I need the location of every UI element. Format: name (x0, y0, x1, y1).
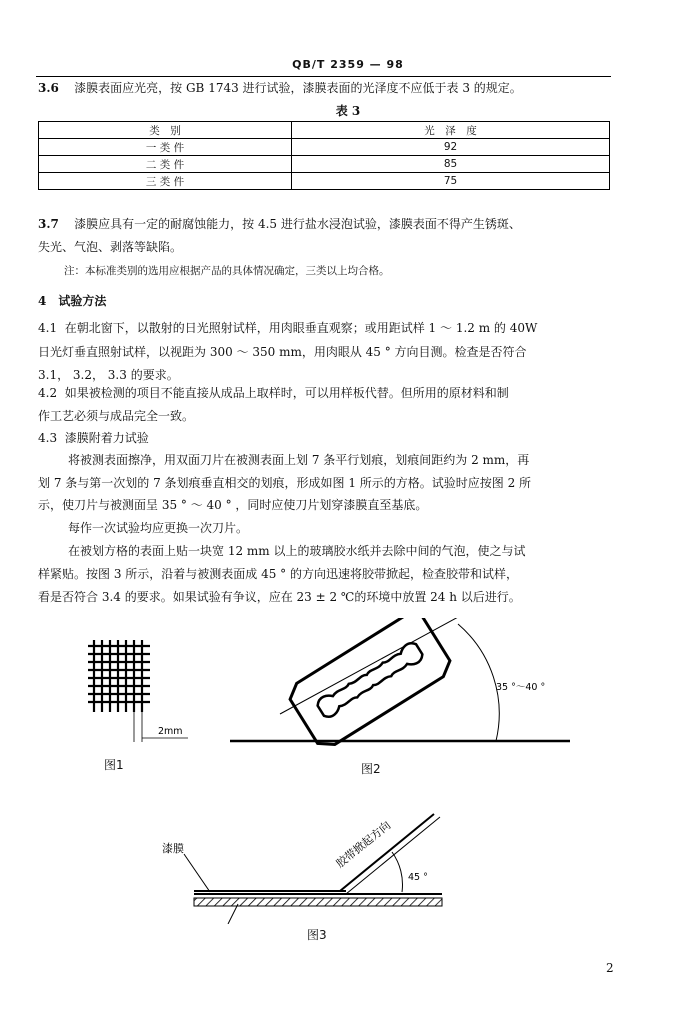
figure-3-caption: 图3 (307, 928, 327, 942)
table-row (39, 156, 610, 173)
angle-arc (392, 852, 402, 892)
grid-lines (88, 640, 150, 712)
section-4-heading: 4 试验方法 (38, 294, 107, 308)
substrate (194, 898, 442, 906)
page-number: 2 (606, 961, 614, 975)
clause-text-line: 将被测表面擦净，用双面刀片在被测表面上划 7 条平行划痕，划痕间距约为 2 mm，再 (68, 453, 530, 467)
table-header-row (39, 122, 610, 139)
film-leader-line (184, 854, 210, 892)
figure-3-tape-peel (150, 800, 470, 924)
figure-1-caption: 图1 (104, 758, 124, 772)
table-header-category: 类 别 (39, 122, 292, 139)
clause-text-line: 每作一次试验均应更换一次刀片。 (68, 521, 249, 535)
clause-3-6 (38, 80, 522, 96)
document-header: QB/T 2359 — 98 (292, 58, 404, 71)
clause-text-line: 划 7 条与第一次划的 7 条划痕垂直相交的划痕，形成如图 1 所示的方格。试验时应按图 2 所 (38, 476, 532, 490)
table-title: 表 3 (335, 104, 361, 118)
table-3 (38, 121, 610, 190)
clause-text-line: 3.1， 3.2， 3.3 的要求。 (38, 368, 179, 382)
table-cell-category: 三 类 件 (39, 173, 292, 190)
table-cell-gloss: 75 (292, 173, 610, 190)
clause-text-line: 失光、气泡、剥落等缺陷。 (38, 240, 183, 254)
clause-text-line: 在被划方格的表面上贴一块宽 12 mm 以上的玻璃胶水纸并去除中间的气泡，使之与试 (68, 544, 526, 558)
clause-title: 漆膜附着力试验 (64, 431, 149, 445)
substrate-leader-line (228, 904, 238, 924)
clause-number: 3.7 (38, 217, 59, 231)
header-rule (36, 76, 611, 77)
angle-label: 35 °～40 ° (496, 682, 546, 693)
figure-1-crosshatch (80, 630, 200, 750)
clause-4-3 (38, 430, 149, 446)
note: 注：本标准类别的选用应根据产品的具体情况确定，三类以上均合格。 (64, 265, 390, 277)
clause-text-line: 漆膜应具有一定的耐腐蚀能力，按 4.5 进行盐水浸泡试验，漆膜表面不得产生锈斑、 (74, 217, 521, 231)
figure-2-caption: 图2 (361, 762, 381, 776)
dimension-label: 2mm (158, 726, 183, 737)
clause-text-line: 在朝北窗下，以散射的日光照射试样，用肉眼垂直观察；或用距试样 1 ～ 1.2 m 的 40W (64, 321, 538, 335)
table-row (39, 173, 610, 190)
table-cell-category: 二 类 件 (39, 156, 292, 173)
clause-number: 4.2 (38, 386, 58, 400)
tape-direction-label: 胶带掀起方向 (333, 818, 394, 871)
clause-text-line: 如果被检测的项目不能直接从成品上取样时，可以用样板代替。但所用的原材料和制 (64, 386, 509, 400)
clause-number: 3.6 (38, 81, 59, 95)
angle-label: 45 ° (408, 872, 428, 883)
clause-text-line: 看是否符合 3.4 的要求。如果试验有争议，应在 23 ± 2 ℃的环境中放置 24 h 以后进行。 (38, 590, 521, 604)
clause-number: 4.3 (38, 431, 58, 445)
table-cell-category: 一 类 件 (39, 139, 292, 156)
clause-text-line: 样紧贴。按图 3 所示，沿着与被测表面成 45 ° 的方向迅速将胶带掀起，检查胶带和试样， (38, 567, 518, 581)
clause-text-line: 日光灯垂直照射试样，以视距为 300 ～ 350 mm，用肉眼从 45 ° 方向目测。检查是否符合 (38, 345, 527, 359)
clause-number: 4.1 (38, 321, 58, 335)
table-cell-gloss: 92 (292, 139, 610, 156)
clause-text: 漆膜表面应光亮，按 GB 1743 进行试验，漆膜表面的光泽度不应低于表 3 的规定。 (74, 81, 522, 95)
table-row (39, 139, 610, 156)
figure-2-blade (220, 618, 580, 750)
film-label: 漆膜 (162, 842, 184, 855)
clause-text-line: 示，使刀片与被测面呈 35 ° ～ 40 ° ，同时应使刀片划穿漆膜直至基底。 (38, 498, 428, 512)
table-header-gloss: 光 泽 度 (292, 122, 610, 139)
clause-4-1 (38, 320, 537, 336)
angle-arc (458, 624, 499, 741)
table-cell-gloss: 85 (292, 156, 610, 173)
razor-blade (285, 618, 455, 750)
clause-3-7 (38, 216, 521, 232)
clause-text-line: 作工艺必须与成品完全一致。 (38, 409, 195, 423)
clause-4-2 (38, 385, 509, 401)
